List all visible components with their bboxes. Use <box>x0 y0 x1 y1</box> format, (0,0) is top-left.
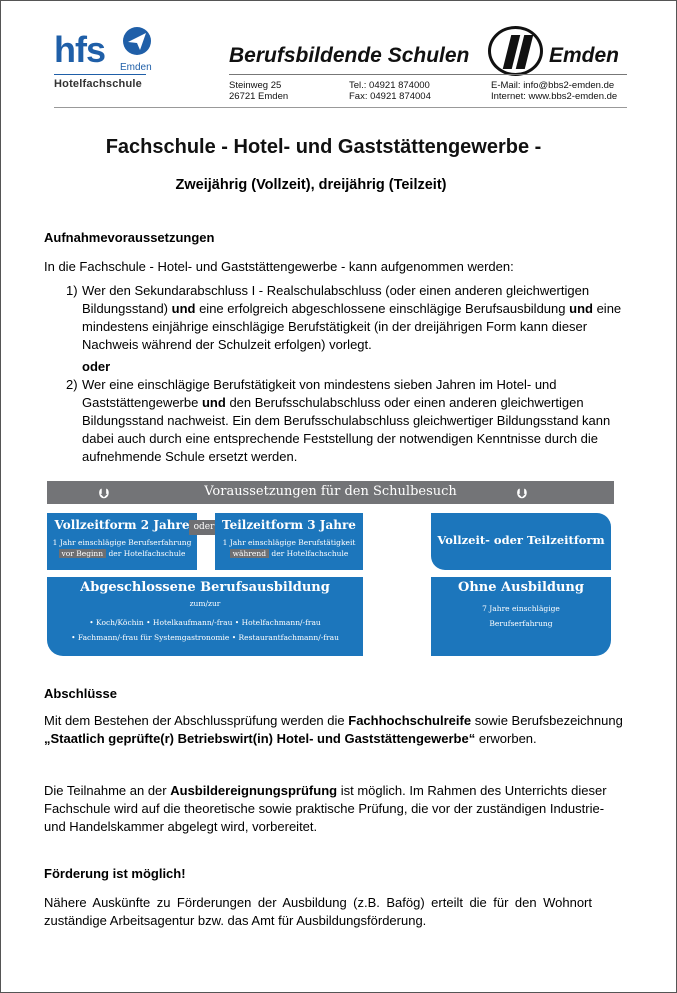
vollzeit-tag: vor Beginn <box>59 549 107 558</box>
item2-text-a: Wer eine einschlägige Berufstätigkeit von mindestens sieben Jahren im Hotel- und Gaststättengewerbe <box>82 377 557 410</box>
p1-text-c: sowie Berufsbezeichnung <box>474 713 623 728</box>
admission-item-2 <box>82 376 622 466</box>
requirements-bar <box>47 481 614 504</box>
p1-fachhochschulreife: Fachhochschulreife <box>348 713 472 728</box>
school-city: Emden <box>549 44 620 67</box>
logo-school-type: Hotelfachschule <box>54 78 142 90</box>
oder-label: oder <box>82 359 111 374</box>
item1-und-1: und <box>171 301 196 316</box>
p2-text-c: ist möglich. Im Rahmen des Unterrichts dieser Fachschule wird auf die theoretische sowie praktische Prüfung, die vor der zuständigen Industrie- und Handelskammer abgelegt wird, vorbereitet. <box>44 783 607 834</box>
chevron-down-icon: ⮋ <box>517 486 527 501</box>
p1-text-e: erworben. <box>478 731 537 746</box>
header-divider <box>229 74 627 75</box>
phone-number: Tel.: 04921 874000 <box>349 80 430 91</box>
logo-sub: Emden <box>120 62 152 73</box>
item1-und-2: und <box>569 301 593 316</box>
school-name: Berufsbildende Schulen <box>229 44 470 67</box>
item1-text-b: eine erfolgreich abgeschlossene einschlägige Berufsausbildung <box>199 301 566 316</box>
vollzeit-title: Vollzeitform 2 Jahre <box>54 518 190 532</box>
box-abgeschlossen <box>47 577 363 656</box>
item2-und: und <box>201 395 226 410</box>
box-teilzeit <box>215 513 363 570</box>
right-top-title: Vollzeit- oder Teilzeitform <box>437 533 605 547</box>
abschluesse-paragraph-2 <box>44 782 619 836</box>
vollzeit-sub-b-line <box>47 548 197 559</box>
ohne-sub-1: 7 Jahre einschlägige <box>482 604 560 613</box>
teilzeit-tag: während <box>230 549 269 558</box>
abgeschlossen-line-2: • Fachmann/-frau für Systemgastronomie • Restaurantfachmann/-frau <box>71 633 339 642</box>
item1-number: 1) <box>66 283 78 298</box>
abgeschlossen-title: Abgeschlossene Berufsausbildung <box>80 580 330 595</box>
hfs-logo <box>54 24 154 94</box>
roman-two-emblem <box>488 26 543 76</box>
fax-number: Fax: 04921 874004 <box>349 91 431 102</box>
item2-text-b: den Berufsschulabschluss oder einen anderen gleichwertigen Bildungsstand nachweist. Ein dem Berufsschulabschluss gleichwertiger Bildungsstand kann dabei auch durch eine entsprechende Feststellung der notwendigen Kenntnisse durch die aufnehmende Schule ersetzt werden. <box>82 395 611 464</box>
abgeschlossen-sub: zum/zur <box>189 599 221 608</box>
admission-heading: Aufnahmevoraussetzungen <box>44 230 215 245</box>
teilzeit-title: Teilzeitform 3 Jahre <box>222 518 356 532</box>
item1-text-c: eine mindestens einjährige einschlägige Berufstätigkeit (in der dreijährigen Form kann dieser Nachweis während der Schulzeit erfolgen) vorlegt. <box>82 301 622 352</box>
logo-divider <box>54 74 146 75</box>
box-ohne-ausbildung <box>431 577 611 656</box>
teilzeit-sub-b-line <box>215 548 363 559</box>
p1-text-a: Mit dem Bestehen der Abschlussprüfung werden die <box>44 713 345 728</box>
p2-ausbildereignungspruefung: Ausbildereignungsprüfung <box>170 783 338 798</box>
abgeschlossen-line-1: • Koch/Köchin • Hotelkaufmann/-frau • Hotelfachmann/-frau <box>89 618 321 627</box>
vollzeit-sub-b: der Hotelfachschule <box>108 549 186 558</box>
foerderung-heading: Förderung ist möglich! <box>44 866 186 881</box>
box-vollzeit-oder-teilzeit <box>431 513 611 570</box>
vollzeit-sub-a: 1 Jahr einschlägige Berufserfahrung <box>52 538 192 547</box>
requirements-diagram <box>44 479 615 657</box>
address-city: 26721 Emden <box>229 91 289 102</box>
admission-intro: In die Fachschule - Hotel- und Gaststättengewerbe - kann aufgenommen werden: <box>44 259 514 274</box>
ohne-title: Ohne Ausbildung <box>458 580 584 595</box>
paper-plane-icon <box>122 26 152 56</box>
teilzeit-sub-b: der Hotelfachschule <box>271 549 349 558</box>
chevron-down-icon: ⮋ <box>99 486 109 501</box>
requirements-bar-label: Voraussetzungen für den Schulbesuch <box>204 484 457 499</box>
teilzeit-sub-a: 1 Jahr einschlägige Berufstätigkeit <box>222 538 356 547</box>
p2-text-a: Die Teilnahme an der <box>44 783 167 798</box>
ohne-sub-2: Berufserfahrung <box>489 619 553 628</box>
logo-brand: hfs <box>54 29 105 70</box>
foerderung-text: Nähere Auskünfte zu Förderungen der Ausbildung (z.B. Bafög) erteilt die für den Wohnort zuständige Arbeitsagentur bzw. das Amt für Ausbildungsförderung. <box>44 895 592 928</box>
page-subtitle: Zweijährig (Vollzeit), dreijährig (Teilzeit) <box>175 177 447 193</box>
p1-berufsbezeichnung: „Staatlich geprüfte(r) Betriebswirt(in) Hotel- und Gaststättengewerbe“ <box>44 731 476 746</box>
header-bottom-divider <box>54 107 627 108</box>
item1-text-a: Wer den Sekundarabschluss I - Realschulabschluss (oder einen anderen gleichwertigen Bildungsstand) <box>82 283 590 316</box>
item2-number: 2) <box>66 377 78 392</box>
address-street: Steinweg 25 <box>229 80 282 91</box>
abschluesse-paragraph-1 <box>44 712 624 748</box>
box-vollzeit <box>47 513 197 570</box>
email-link[interactable]: E-Mail: info@bbs2-emden.de <box>491 80 615 91</box>
oder-badge: oder <box>189 520 219 535</box>
abschluesse-heading: Abschlüsse <box>44 686 117 701</box>
admission-item-1 <box>82 282 622 354</box>
page-title: Fachschule - Hotel- und Gaststättengewerbe - <box>105 136 542 158</box>
website-link[interactable]: Internet: www.bbs2-emden.de <box>491 91 618 102</box>
